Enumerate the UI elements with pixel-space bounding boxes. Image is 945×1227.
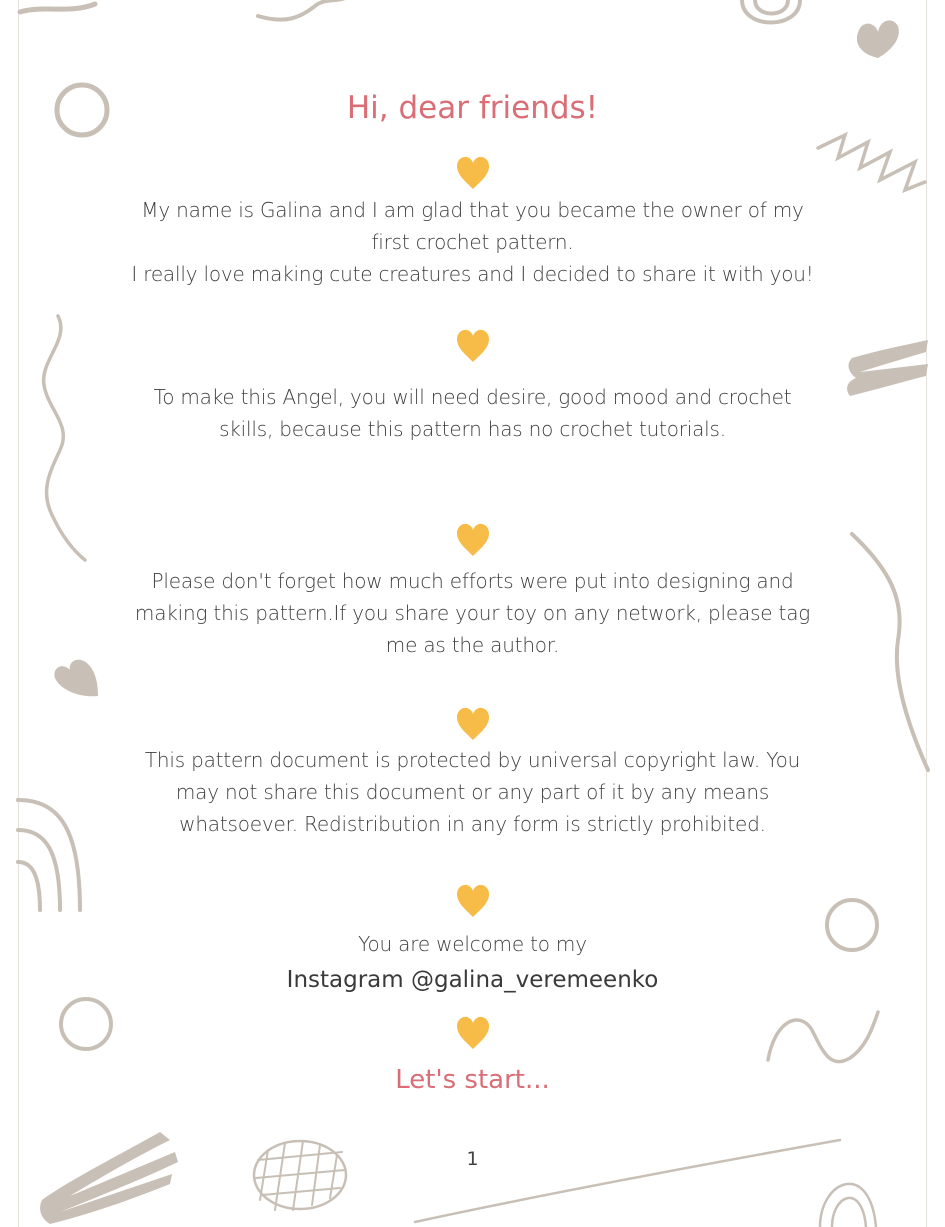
heart-icon — [455, 522, 491, 558]
text-line: may not share this document or any part of it by any means — [175, 780, 770, 804]
text-line: My name is Galina and I am glad that you became the owner of my — [141, 198, 804, 222]
text-line: To make this Angel, you will need desire, good mood and crochet — [153, 385, 792, 409]
lets-start-text: Let's start... — [395, 1065, 550, 1095]
angel-paragraph — [0, 381, 945, 445]
efforts-paragraph — [0, 565, 945, 661]
page-title: Hi, dear friends! — [346, 90, 599, 126]
heart-icon — [455, 328, 491, 364]
text-line: whatsoever. Redistribution in any form is strictly prohibited. — [179, 812, 766, 836]
heart-icon — [455, 883, 491, 919]
text-line: This pattern document is protected by universal copyright law. You — [144, 748, 801, 772]
text-line: first crochet pattern. — [371, 230, 574, 254]
heart-icon — [455, 155, 491, 191]
instagram-link[interactable]: Instagram @galina_veremeenko — [286, 967, 659, 993]
text-line: skills, because this pattern has no crochet tutorials. — [219, 417, 726, 441]
text-line: making this pattern.If you share your toy on any network, please tag — [134, 601, 811, 625]
text-line: I really love making cute creatures and I decided to share it with you! — [131, 262, 814, 286]
heart-icon — [455, 706, 491, 742]
intro-paragraph — [0, 194, 945, 290]
heart-icon — [455, 1015, 491, 1051]
copyright-paragraph — [0, 744, 945, 840]
page-number: 1 — [466, 1148, 479, 1170]
text-line: me as the author. — [385, 633, 560, 657]
welcome-text: You are welcome to my — [358, 932, 587, 956]
text-line: Please don't forget how much efforts were put into designing and — [151, 569, 794, 593]
